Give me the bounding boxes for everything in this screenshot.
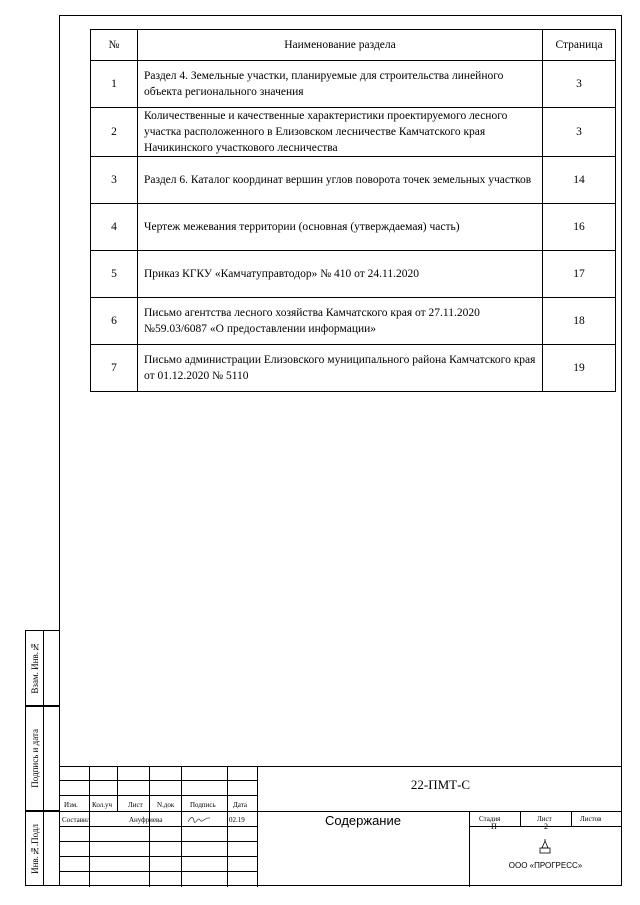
row-num: 6	[91, 298, 138, 345]
document-code: 22-ПМТ-С	[410, 777, 471, 792]
table-row	[91, 345, 616, 392]
side-box-vzam	[25, 630, 59, 706]
row-page: 17	[543, 251, 616, 298]
side-label-vzam: Взам. Инв.№	[30, 642, 40, 694]
row-name: Раздел 6. Каталог координат вершин углов поворота точек земельных участков	[138, 157, 543, 204]
stadia-value: П	[491, 822, 497, 831]
author-name: Ануфриева	[129, 816, 163, 824]
row-num: 2	[91, 108, 138, 157]
table-row	[91, 251, 616, 298]
header-page: Страница	[543, 30, 616, 61]
row-page: 14	[543, 157, 616, 204]
organization-name: ООО «ПРОГРЕСС»	[508, 861, 583, 870]
table-header-row	[91, 30, 616, 61]
row-name: Приказ КГКУ «Камчатуправтодор» № 410 от 24.11.2020	[138, 251, 543, 298]
row-name: Количественные и качественные характеристики проектируемого лесного участка расположенного в Елизовском лесничестве Камчатского края Начикинского участкового лесничества	[138, 108, 543, 157]
row-name: Письмо администрации Елизовского муниципального района Камчатского края от 01.12.2020 № 5110	[138, 345, 543, 392]
col-data: Дата	[233, 801, 247, 809]
company-logo-icon	[537, 839, 553, 855]
side-box-inv-podl	[25, 811, 59, 886]
side-box-podpis	[25, 706, 59, 811]
row-page: 19	[543, 345, 616, 392]
row-num: 7	[91, 345, 138, 392]
document-title: Содержание	[325, 813, 401, 828]
list-label: Лист	[537, 815, 552, 823]
col-podpis: Подпись	[190, 801, 216, 809]
row-name: Раздел 4. Земельные участки, планируемые для строительства линейного объекта регионального значения	[138, 61, 543, 108]
stadia-label: Стадия	[479, 815, 501, 823]
signature-image	[187, 814, 211, 824]
row-page: 16	[543, 204, 616, 251]
col-ndok: N.док	[157, 801, 175, 809]
sostavil-label: Составил	[62, 816, 91, 824]
table-row	[91, 204, 616, 251]
side-label-podpis: Подпись и дата	[30, 729, 40, 788]
row-name: Письмо агентства лесного хозяйства Камчатского края от 27.11.2020 №59.03/6087 «О предоставлении информации»	[138, 298, 543, 345]
row-num: 4	[91, 204, 138, 251]
sign-date: 02.19	[229, 816, 245, 824]
listov-label: Листов	[580, 815, 602, 823]
table-row	[91, 157, 616, 204]
table-row	[91, 61, 616, 108]
row-num: 1	[91, 61, 138, 108]
row-name: Чертеж межевания территории (основная (утверждаемая) часть)	[138, 204, 543, 251]
header-num: №	[91, 30, 138, 61]
title-block	[59, 766, 622, 887]
row-num: 3	[91, 157, 138, 204]
list-value: 2	[544, 822, 548, 831]
table-row	[91, 298, 616, 345]
contents-table	[90, 29, 616, 392]
side-label-inv-podl: Инв.№.Подл	[30, 823, 40, 874]
row-page: 18	[543, 298, 616, 345]
row-num: 5	[91, 251, 138, 298]
col-izm: Изм.	[64, 801, 78, 809]
table-row	[91, 108, 616, 157]
row-page: 3	[543, 61, 616, 108]
row-page: 3	[543, 108, 616, 157]
col-kol: Кол.уч	[92, 801, 112, 809]
col-list: Лист	[128, 801, 143, 809]
header-name: Наименование раздела	[138, 30, 543, 61]
